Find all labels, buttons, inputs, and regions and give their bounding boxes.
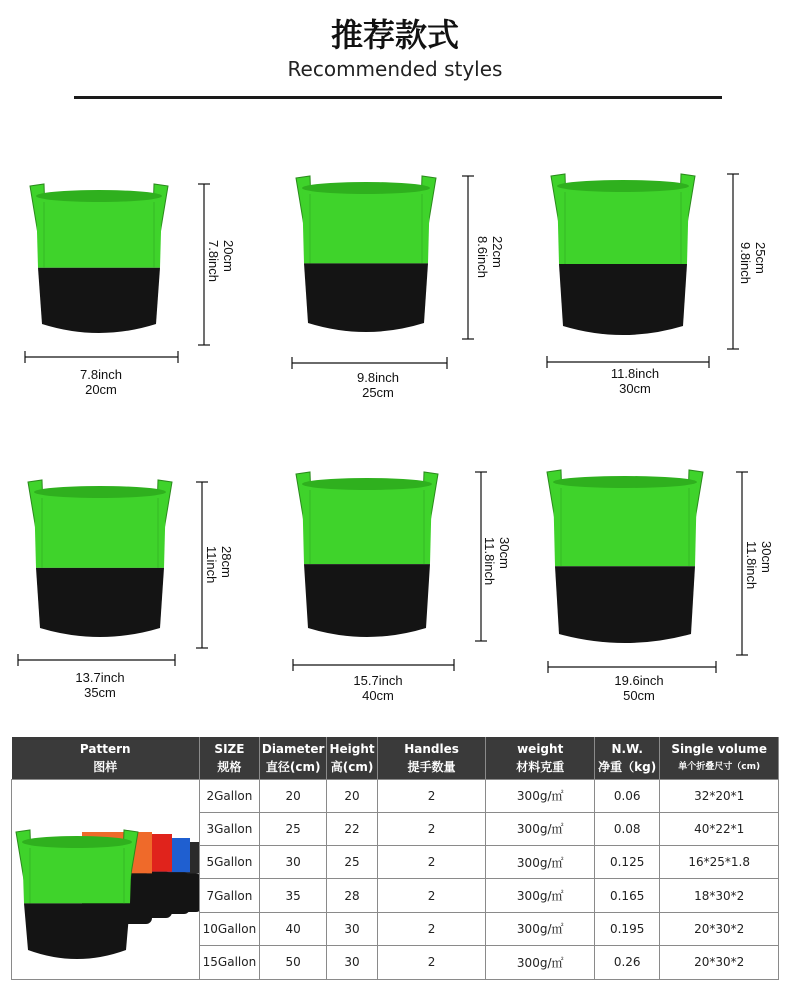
cell-size: 5Gallon — [200, 846, 260, 879]
width-cm: 50cm — [623, 688, 655, 703]
cell-handles: 2 — [377, 812, 486, 845]
spec-table — [11, 737, 779, 980]
cell-size: 7Gallon — [200, 879, 260, 912]
height-inch: 11.8inch — [482, 537, 497, 586]
header-net-weight: N.W. 净重（kg) — [595, 737, 660, 779]
bag-rim — [22, 836, 132, 848]
cell-net-weight: 0.08 — [595, 812, 660, 845]
height-inch: 11.8inch — [744, 541, 759, 590]
cell-handles: 2 — [377, 779, 486, 812]
width-inch: 11.8inch — [610, 366, 660, 381]
width-inch: 9.8inch — [357, 370, 399, 385]
width-inch: 15.7inch — [353, 673, 403, 688]
height-cm: 22cm — [490, 236, 505, 268]
cell-height: 22 — [327, 812, 377, 845]
header-pattern: Pattern 图样 — [12, 737, 200, 779]
cell-weight: 300g/㎡ — [486, 912, 595, 945]
cell-handles: 2 — [377, 946, 486, 979]
color-options-illustration — [12, 780, 199, 976]
width-cm: 35cm — [84, 685, 116, 700]
cell-diameter: 30 — [259, 846, 327, 879]
header-size: SIZE 规格 — [200, 737, 260, 779]
cell-height: 30 — [327, 912, 377, 945]
width-cm: 40cm — [362, 688, 394, 703]
width-cm: 20cm — [85, 382, 117, 397]
width-inch: 7.8inch — [80, 367, 122, 382]
pattern-image-cell — [12, 779, 200, 979]
cell-weight: 300g/㎡ — [486, 846, 595, 879]
cell-single-volume: 16*25*1.8 — [660, 846, 779, 879]
cell-single-volume: 20*30*2 — [660, 946, 779, 979]
width-label — [594, 673, 684, 703]
height-cm: 25cm — [753, 242, 768, 274]
table-row — [12, 779, 779, 812]
header-weight: weight 材料克重 — [486, 737, 595, 779]
header-height: Height 高(cm) — [327, 737, 377, 779]
cell-net-weight: 0.195 — [595, 912, 660, 945]
cell-height: 25 — [327, 846, 377, 879]
cell-handles: 2 — [377, 846, 486, 879]
height-inch: 11inch — [204, 546, 219, 584]
grow-bag — [16, 830, 138, 959]
height-label — [744, 541, 774, 589]
cell-diameter: 25 — [259, 812, 327, 845]
cell-size: 15Gallon — [200, 946, 260, 979]
cell-weight: 300g/㎡ — [486, 812, 595, 845]
cell-handles: 2 — [377, 912, 486, 945]
cell-single-volume: 18*30*2 — [660, 879, 779, 912]
cell-size: 2Gallon — [200, 779, 260, 812]
bag-top-green — [553, 477, 697, 566]
height-inch: 7.8inch — [206, 240, 221, 282]
cell-diameter: 40 — [259, 912, 327, 945]
cell-size: 3Gallon — [200, 812, 260, 845]
cell-single-volume: 32*20*1 — [660, 779, 779, 812]
header-diameter: Diameter 直径(cm) — [259, 737, 327, 779]
cell-single-volume: 20*30*2 — [660, 912, 779, 945]
height-inch: 8.6inch — [475, 236, 490, 278]
width-cm: 30cm — [619, 381, 651, 396]
height-cm: 30cm — [759, 541, 774, 573]
width-inch: 19.6inch — [614, 673, 664, 688]
cell-height: 20 — [327, 779, 377, 812]
header-single-volume: Single volume 单个折叠尺寸（cm) — [660, 737, 779, 779]
bag-rim — [553, 476, 697, 488]
cell-net-weight: 0.26 — [595, 946, 660, 979]
cell-diameter: 20 — [259, 779, 327, 812]
cell-weight: 300g/㎡ — [486, 779, 595, 812]
bag-bottom-black — [555, 566, 695, 643]
grow-bag — [547, 470, 703, 643]
height-cm: 20cm — [221, 240, 236, 272]
cell-diameter: 35 — [259, 879, 327, 912]
cell-net-weight: 0.165 — [595, 879, 660, 912]
cell-handles: 2 — [377, 879, 486, 912]
cell-net-weight: 0.06 — [595, 779, 660, 812]
width-cm: 25cm — [362, 385, 394, 400]
bag-bottom-black — [24, 903, 130, 959]
cell-net-weight: 0.125 — [595, 846, 660, 879]
table-header-row — [12, 737, 779, 779]
cell-single-volume: 40*22*1 — [660, 812, 779, 845]
cell-height: 30 — [327, 946, 377, 979]
page-title-cn: 推荐款式 — [330, 16, 459, 54]
width-inch: 13.7inch — [75, 670, 125, 685]
height-inch: 9.8inch — [738, 242, 753, 284]
page-title-en: Recommended styles — [287, 57, 503, 81]
cell-weight: 300g/㎡ — [486, 946, 595, 979]
cell-weight: 300g/㎡ — [486, 879, 595, 912]
width-dimension — [548, 661, 716, 673]
height-cm: 30cm — [497, 537, 512, 569]
cell-size: 10Gallon — [200, 912, 260, 945]
cell-height: 28 — [327, 879, 377, 912]
cell-diameter: 50 — [259, 946, 327, 979]
header-handles: Handles 提手数量 — [377, 737, 486, 779]
height-cm: 28cm — [219, 546, 234, 578]
